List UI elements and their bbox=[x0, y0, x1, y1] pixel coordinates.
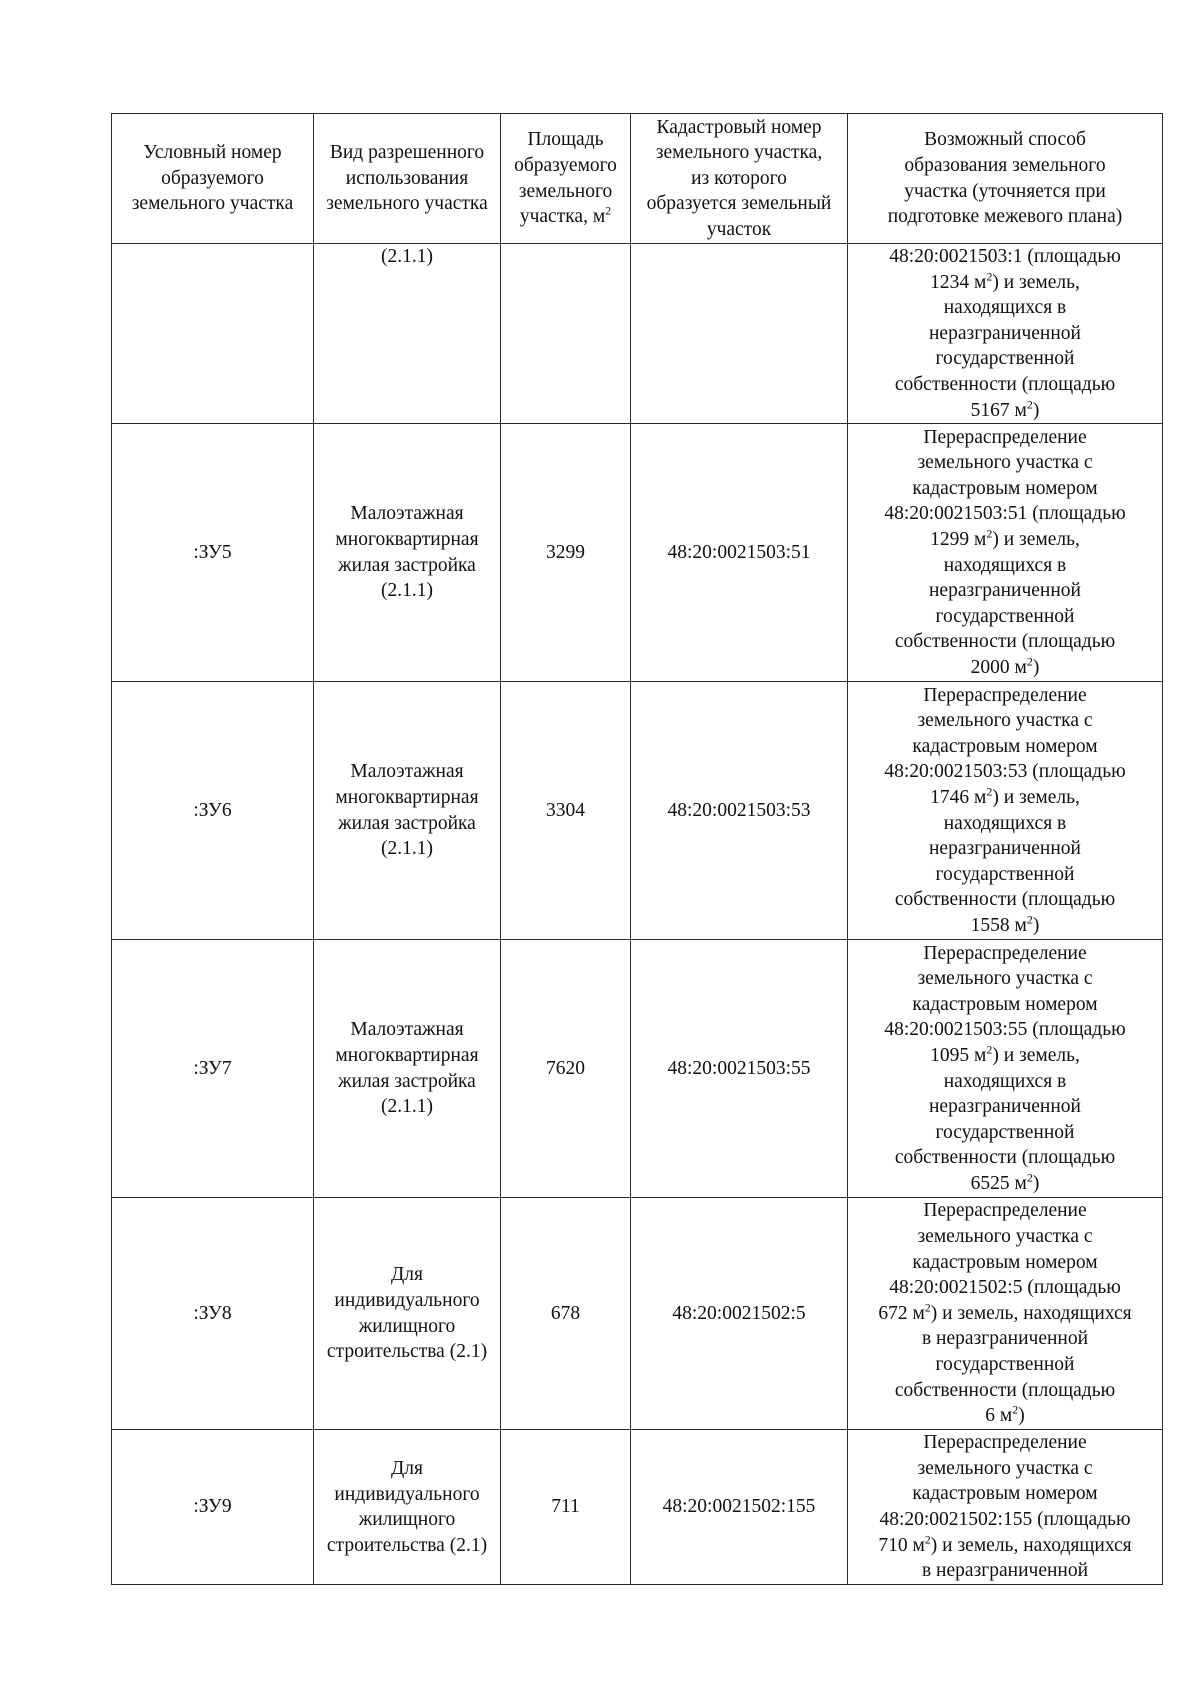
cell-parcel-id: :ЗУ5 bbox=[112, 424, 314, 682]
cell-area: 7620 bbox=[501, 940, 631, 1198]
cell-formation-method: Перераспределение земельного участка с кадастровым номером 48:20:0021502:155 (площадью 710 $м^2$) и земель, находящихся в неразграниченной bbox=[848, 1430, 1163, 1585]
cell-formation-method: Перераспределение земельного участка с кадастровым номером 48:20:0021503:55 (площадью 1095 $м^2$) и земель, находящихся в неразграниченной государственной собственности (площадью 6525 $м^2$) bbox=[848, 940, 1163, 1198]
header-formation-method: Возможный способ образования земельного участка (уточняется при подготовке межевого плана) bbox=[848, 114, 1163, 244]
table-header-row bbox=[112, 114, 1163, 244]
cell-permitted-use: Малоэтажная многоквартирная жилая застройка (2.1.1) bbox=[314, 424, 501, 682]
cell-formation-method: Перераспределение земельного участка с кадастровым номером 48:20:0021502:5 (площадью 672 $м^2$) и земель, находящихся в неразграниченной государственной собственности (площадью 6 $м^2$) bbox=[848, 1198, 1163, 1430]
cell-cadastral: 48:20:0021503:55 bbox=[631, 940, 848, 1198]
cell-formation-method: 48:20:0021503:1 (площадью 1234 $м^2$) и земель, находящихся в неразграниченной государственной собственности (площадью 5167 $м^2$) bbox=[848, 244, 1163, 424]
cell-parcel-id bbox=[112, 244, 314, 424]
table-row bbox=[112, 1198, 1163, 1430]
header-area: Площадь образуемого земельного участка, $м^2$ bbox=[501, 114, 631, 244]
cell-permitted-use: Для индивидуального жилищного строительства (2.1) bbox=[314, 1198, 501, 1430]
table-row bbox=[112, 682, 1163, 940]
table-row bbox=[112, 424, 1163, 682]
cell-cadastral: 48:20:0021502:5 bbox=[631, 1198, 848, 1430]
header-source-cadastral: Кадастровый номер земельного участка, из которого образуется земельный участок bbox=[631, 114, 848, 244]
table-row bbox=[112, 1430, 1163, 1585]
cell-parcel-id: :ЗУ8 bbox=[112, 1198, 314, 1430]
cell-cadastral: 48:20:0021502:155 bbox=[631, 1430, 848, 1585]
table-row-continued bbox=[112, 244, 1163, 424]
cell-cadastral bbox=[631, 244, 848, 424]
cell-parcel-id: :ЗУ9 bbox=[112, 1430, 314, 1585]
cell-area: 3304 bbox=[501, 682, 631, 940]
cell-permitted-use: (2.1.1) bbox=[314, 244, 501, 424]
cell-cadastral: 48:20:0021503:51 bbox=[631, 424, 848, 682]
cell-parcel-id: :ЗУ7 bbox=[112, 940, 314, 1198]
land-parcels-table bbox=[111, 113, 1163, 1585]
table-row bbox=[112, 940, 1163, 1198]
cell-area: 711 bbox=[501, 1430, 631, 1585]
cell-permitted-use: Малоэтажная многоквартирная жилая застройка (2.1.1) bbox=[314, 940, 501, 1198]
cell-area: 678 bbox=[501, 1198, 631, 1430]
cell-permitted-use: Для индивидуального жилищного строительства (2.1) bbox=[314, 1430, 501, 1585]
cell-parcel-id: :ЗУ6 bbox=[112, 682, 314, 940]
header-permitted-use: Вид разрешенного использования земельного участка bbox=[314, 114, 501, 244]
header-parcel-id: Условный номер образуемого земельного участка bbox=[112, 114, 314, 244]
cell-cadastral: 48:20:0021503:53 bbox=[631, 682, 848, 940]
cell-formation-method: Перераспределение земельного участка с кадастровым номером 48:20:0021503:51 (площадью 1299 $м^2$) и земель, находящихся в неразграниченной государственной собственности (площадью 2000 $м^2$) bbox=[848, 424, 1163, 682]
cell-area: 3299 bbox=[501, 424, 631, 682]
cell-formation-method: Перераспределение земельного участка с кадастровым номером 48:20:0021503:53 (площадью 1746 $м^2$) и земель, находящихся в неразграниченной государственной собственности (площадью 1558 $м^2$) bbox=[848, 682, 1163, 940]
cell-permitted-use: Малоэтажная многоквартирная жилая застройка (2.1.1) bbox=[314, 682, 501, 940]
cell-area bbox=[501, 244, 631, 424]
